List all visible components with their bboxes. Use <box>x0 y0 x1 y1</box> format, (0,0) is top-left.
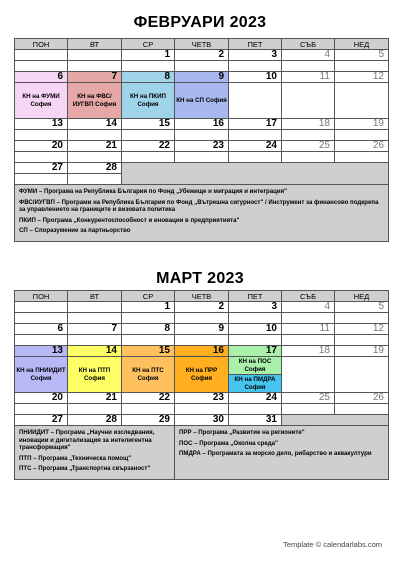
day-cell: 3 <box>229 302 282 313</box>
event-prr: КН на ПРР София <box>175 357 229 393</box>
day-cell: 15 <box>122 346 175 357</box>
day-cell: 16 <box>175 346 229 357</box>
note-pkip: ПКИП – Програма „Конкурентоспособност и иновации в предприятията" <box>19 216 240 224</box>
day-cell: 4 <box>282 302 335 313</box>
event-pkip: КН на ПКИП София <box>122 83 175 119</box>
day-cell: 5 <box>335 302 389 313</box>
note-pmdra: ПМДРА – Програмата за морско дело, рибарство и аквакултури <box>179 450 372 458</box>
note-prr: ПРР – Програма „Развитие на регионите" <box>179 429 305 436</box>
mar-notes-left <box>15 426 175 480</box>
day-cell: 8 <box>122 324 175 335</box>
day-cell: 18 <box>282 346 335 357</box>
day-cell: 13 <box>15 119 68 130</box>
mar-title: МАРТ 2023 <box>156 270 244 287</box>
day-cell: 7 <box>68 324 122 335</box>
day-cell: 29 <box>122 415 175 426</box>
day-cell: 14 <box>68 346 122 357</box>
day-header: СЪБ <box>282 39 335 50</box>
day-cell: 10 <box>229 72 282 83</box>
note-pos: ПОС – Програма „Околна среда" <box>179 439 278 447</box>
day-cell: 6 <box>15 72 68 83</box>
day-cell: 7 <box>68 72 122 83</box>
day-header: СЪБ <box>282 291 335 302</box>
day-cell: 25 <box>282 141 335 152</box>
mar-notes-right <box>175 426 389 480</box>
day-cell: 17 <box>229 119 282 130</box>
day-cell <box>15 50 68 61</box>
day-cell: 2 <box>175 302 229 313</box>
note-fumi: ФУМИ – Програма на Република България по Фонд „Убежище и миграция и интеграция" <box>19 188 288 195</box>
day-header: ВТ <box>68 39 122 50</box>
day-cell: 20 <box>15 141 68 152</box>
feb-calendar <box>14 38 389 242</box>
day-cell: 13 <box>15 346 68 357</box>
day-cell: 18 <box>282 119 335 130</box>
event-sp: КН на СП София <box>175 83 229 119</box>
day-cell: 6 <box>15 324 68 335</box>
day-cell: 4 <box>282 50 335 61</box>
day-cell <box>68 50 122 61</box>
event-pniidit: КН на ПНИИДИТ София <box>15 357 68 393</box>
day-cell: 22 <box>122 141 175 152</box>
day-cell: 12 <box>335 324 389 335</box>
day-cell: 19 <box>335 119 389 130</box>
day-cell <box>68 302 122 313</box>
feb-title: ФЕВРУАРИ 2023 <box>133 14 267 31</box>
mar-calendar <box>14 290 389 480</box>
day-header: ПОН <box>15 39 68 50</box>
day-cell: 24 <box>229 141 282 152</box>
note-pts: ПТС – Програма „Транспортна свързаност" <box>19 465 151 473</box>
day-cell: 26 <box>335 141 389 152</box>
day-cell: 21 <box>68 393 122 404</box>
day-header: ЧЕТВ <box>175 291 229 302</box>
day-cell: 30 <box>175 415 229 426</box>
day-cell: 15 <box>122 119 175 130</box>
day-header: ВТ <box>68 291 122 302</box>
day-cell: 24 <box>229 393 282 404</box>
day-header: СР <box>122 291 175 302</box>
day-cell: 19 <box>335 346 389 357</box>
day-cell: 1 <box>122 50 175 61</box>
event-ptp: КН на ПТП София <box>68 357 122 393</box>
day-cell: 11 <box>282 324 335 335</box>
day-cell: 23 <box>175 141 229 152</box>
event-pos: КН на ПОС София <box>229 357 281 374</box>
day-header: ПЕТ <box>229 39 282 50</box>
day-cell: 21 <box>68 141 122 152</box>
day-cell: 12 <box>335 72 389 83</box>
day-cell: 23 <box>175 393 229 404</box>
feb-header-row <box>15 39 389 50</box>
day-cell: 10 <box>229 324 282 335</box>
day-header: НЕД <box>335 39 389 50</box>
event-split-cell <box>229 357 282 393</box>
day-header: ЧЕТВ <box>175 39 229 50</box>
day-cell: 28 <box>68 163 122 174</box>
event-fumi: КН на ФУМИ София <box>15 83 68 119</box>
event-fvs: КН на ФВС/ИУГВП София <box>68 83 122 119</box>
day-cell: 11 <box>282 72 335 83</box>
day-cell: 14 <box>68 119 122 130</box>
day-cell: 31 <box>229 415 282 426</box>
day-header: СР <box>122 39 175 50</box>
day-cell: 5 <box>335 50 389 61</box>
day-cell: 26 <box>335 393 389 404</box>
day-cell: 16 <box>175 119 229 130</box>
day-cell: 20 <box>15 393 68 404</box>
event-pmdra: КН на ПМДРА София <box>229 374 281 392</box>
mar-header-row <box>15 291 389 302</box>
event-pts: КН на ПТС София <box>122 357 175 393</box>
day-cell: 27 <box>15 163 68 174</box>
day-cell: 25 <box>282 393 335 404</box>
day-cell: 1 <box>122 302 175 313</box>
day-cell: 3 <box>229 50 282 61</box>
day-cell: 27 <box>15 415 68 426</box>
day-cell: 2 <box>175 50 229 61</box>
day-header: ПОН <box>15 291 68 302</box>
day-cell: 22 <box>122 393 175 404</box>
day-cell: 17 <box>229 346 282 357</box>
footer-credit: Template © calendarlabs.com <box>283 540 382 549</box>
day-cell: 8 <box>122 72 175 83</box>
note-sp: СП – Споразумение за партньорство <box>19 227 131 235</box>
day-cell: 9 <box>175 72 229 83</box>
day-cell: 28 <box>68 415 122 426</box>
note-pniidit: ПНИИДИТ – Програма „Научни изследвания, иновации и дигитализация за интелигентна трансформация" <box>19 429 155 452</box>
note-fvs: ФВС/ИУГВП – Програми на Република България по Фонд „Вътрешна сигурност" / Инструмент за финансово подкрепа за управлението на границите и визовата политика <box>19 198 379 214</box>
feb-notes <box>15 185 389 242</box>
day-header: ПЕТ <box>229 291 282 302</box>
day-cell <box>15 302 68 313</box>
day-cell: 9 <box>175 324 229 335</box>
day-header: НЕД <box>335 291 389 302</box>
note-ptp: ПТП – Програма „Техническа помощ" <box>19 454 132 462</box>
